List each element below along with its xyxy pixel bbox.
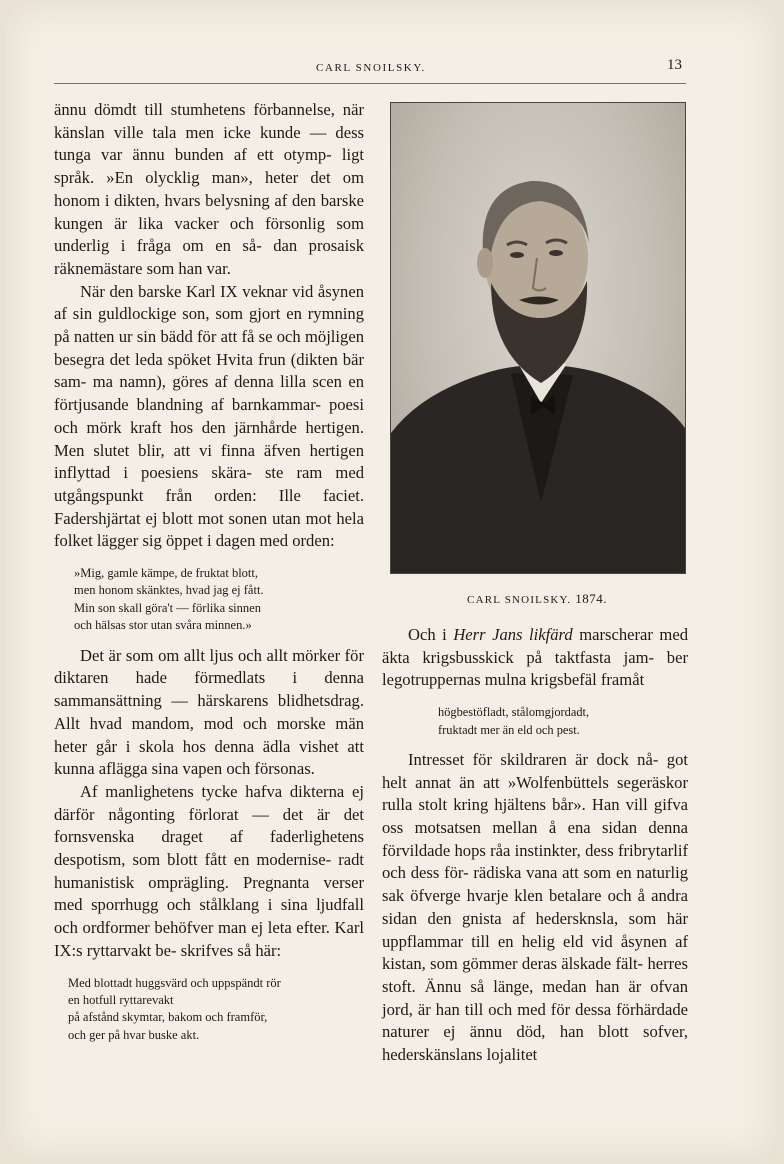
verse-line: men honom skänktes, hvad jag ej fått. [74, 583, 264, 598]
running-header: CARL SNOILSKY. [316, 62, 426, 74]
page-number: 13 [667, 57, 682, 73]
verse-line: fruktadt mer än eld och pest. [438, 722, 580, 737]
book-page [6, 4, 776, 1158]
text-run: marscherar med äkta krigsbusskick på taktfasta jam- ber legotruppernas mulna krigsbefäl framåt [382, 625, 688, 690]
paragraph [382, 624, 688, 692]
verse-line: »Mig, gamle kämpe, de fruktat blott, [74, 566, 258, 581]
paragraph: Af manlighetens tycke hafva dikterna ej därför någonting förlorat — det är det fornsvenska draget af faderlighetens despotism, som blott fått en modernise- radt humanistisk omprägling. Pregnanta verser med sporrhugg och stålklang i sina ljudfall och ordformer behöfver man ej leta efter. Karl IX:s ryttarvakt be- skrifves så här: [54, 781, 364, 960]
left-column [54, 99, 364, 1054]
verse-line: på afstånd skymtar, bakom och framför, [68, 1010, 268, 1025]
verse-line: högbestöfladt, stålomgjordadt, [438, 705, 590, 720]
paragraph: Det är som om allt ljus och allt mörker för diktaren hade förmedlats i denna sammansättning — härskarens blidhetsdrag. Allt hvad mandom, mod och morske män heter går i skola hos denna ädla vishet att kunna aflägga sina vapen och försonas. [54, 645, 364, 779]
verse-line: Min son skall göra't — förlika sinnen [74, 600, 261, 615]
portrait-photo [390, 102, 686, 574]
verse-line: och hälsas stor utan svåra minnen.» [74, 618, 252, 633]
paragraph: När den barske Karl IX veknar vid åsynen af sin guldlockige son, som gjort en rymning på natten ur sin bädd för att få se och möjligen besegra det leda spöket Hvita frun (dikten bär sam- ma namn), göres af denna lilla scen en förtjusande blandning af barnkammar- poesi och mörk kraft hos den järnhårde hertigen. Men slutet blir, att vi finna äfven hertigen inflyttad i poesiens skära- ste ram med utgångspunkt från orden: Ille faciet. Fadershjärtat ej blott mot sonen utan mot hela folket lägger sig öppet i dagen med orden: [54, 281, 364, 551]
caption-name: CARL SNOILSKY. [467, 594, 572, 606]
header-rule [54, 83, 686, 84]
verse-quote [74, 565, 364, 635]
text-run: Och i [408, 625, 454, 644]
caption-year: 1874. [575, 591, 607, 606]
paragraph: Intresset för skildraren är dock nå- got helt annat än att »Wolfenbüttels segeräskor rulla stolt kring hjältens bår». Han vill gifva oss motsatsen mellan å ena sidan denna förvildade hops råa instinkter, dess fribrytarlif och dess för- rädiska vana att som en naturlig sak öfverge hvarje klen betalare och å andra sidan den gnista af hedersknsla, som här uppflammar till en helig eld vid åsynen af kistan, som gömmer deras älskade fält- herres stoft. Ännu så länge, medan han är ofvan jord, är han till och med för dessa förhärdade naturer ej ännu död, han blott sofver, hederskänslans lojalitet [382, 749, 688, 1065]
work-title: Herr Jans likfärd [453, 625, 573, 644]
verse-quote [438, 704, 688, 739]
verse-line: Med blottadt huggsvärd och uppspändt rör [68, 975, 281, 990]
paragraph: ännu dömdt till stumhetens förbannelse, när känslan ville tala men icke kunde — dess tunga var ännu bunden af ett otymp- ligt språk. »En olycklig man», heter det om honom i dikten, hvars belysning af den barske kungen är lika vacker och försonlig som underlig i fråga om en så- dan prosaisk räknemästare som han var. [54, 100, 364, 278]
right-column [382, 624, 688, 1067]
figure-caption [390, 591, 684, 607]
verse-quote [68, 975, 364, 1045]
verse-line: en hotfull ryttarevakt [68, 992, 174, 1007]
verse-line: och ger på hvar buske akt. [68, 1027, 200, 1042]
